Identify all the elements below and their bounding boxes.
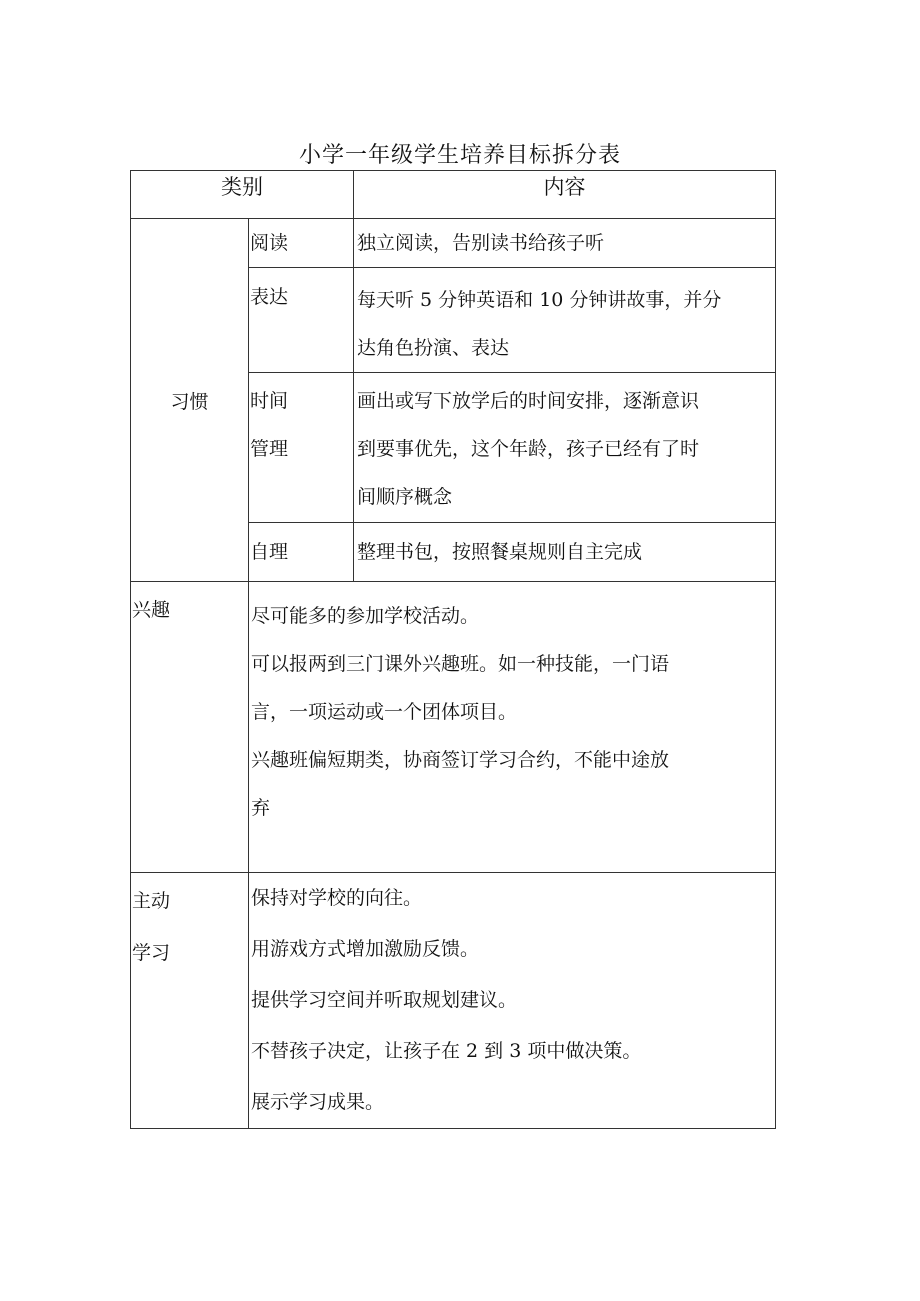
content-interest [249, 582, 776, 873]
table-row [131, 219, 776, 268]
content-active-learning [249, 873, 776, 1129]
subcategory-self-care: 自理 [249, 523, 354, 582]
table-row [131, 873, 776, 1129]
subcategory-expression: 表达 [249, 268, 354, 373]
category-line: 主动 [132, 890, 171, 912]
content-line: 达角色扮演、表达 [357, 337, 510, 359]
content-line: 到要事优先，这个年龄，孩子已经有了时 [357, 438, 700, 460]
content-line: 尽可能多的参加学校活动。 [251, 605, 480, 627]
content-line: 每天听 5 分钟英语和 10 分钟讲故事，并分 [357, 289, 722, 311]
header-category: 类别 [131, 171, 354, 219]
content-self-care [354, 523, 776, 582]
content-line: 弃 [251, 797, 271, 819]
subcategory-time-management [249, 373, 354, 523]
goals-table [130, 170, 776, 1129]
content-line: 独立阅读，告别读书给孩子听 [357, 232, 605, 254]
table-row [131, 582, 776, 873]
content-line: 画出或写下放学后的时间安排，逐渐意识 [357, 390, 700, 412]
content-time-management [354, 373, 776, 523]
content-line: 整理书包，按照餐桌规则自主完成 [357, 541, 643, 563]
content-line: 可以报两到三门课外兴趣班。如一种技能，一门语 [251, 653, 670, 675]
content-line: 展示学习成果。 [251, 1091, 385, 1113]
content-line: 兴趣班偏短期类，协商签订学习合约，不能中途放 [251, 749, 670, 771]
category-line: 学习 [132, 942, 171, 964]
page-title: 小学一年级学生培养目标拆分表 [298, 143, 621, 168]
category-interest: 兴趣 [131, 582, 249, 873]
table-header-row [131, 171, 776, 219]
category-active-learning [131, 873, 249, 1129]
content-reading [354, 219, 776, 268]
subcategory-reading: 阅读 [249, 219, 354, 268]
header-content: 内容 [354, 171, 776, 219]
content-line: 不替孩子决定，让孩子在 2 到 3 项中做决策。 [251, 1040, 642, 1062]
subcategory-line: 时间 [250, 390, 289, 412]
content-line: 用游戏方式增加激励反馈。 [251, 938, 480, 960]
category-habit: 习惯 [131, 219, 249, 582]
content-expression [354, 268, 776, 373]
content-line: 保持对学校的向往。 [251, 887, 423, 909]
content-line: 言，一项运动或一个团体项目。 [251, 701, 518, 723]
content-line: 提供学习空间并听取规划建议。 [251, 989, 518, 1011]
subcategory-line: 管理 [250, 438, 289, 460]
content-line: 间顺序概念 [357, 486, 453, 508]
